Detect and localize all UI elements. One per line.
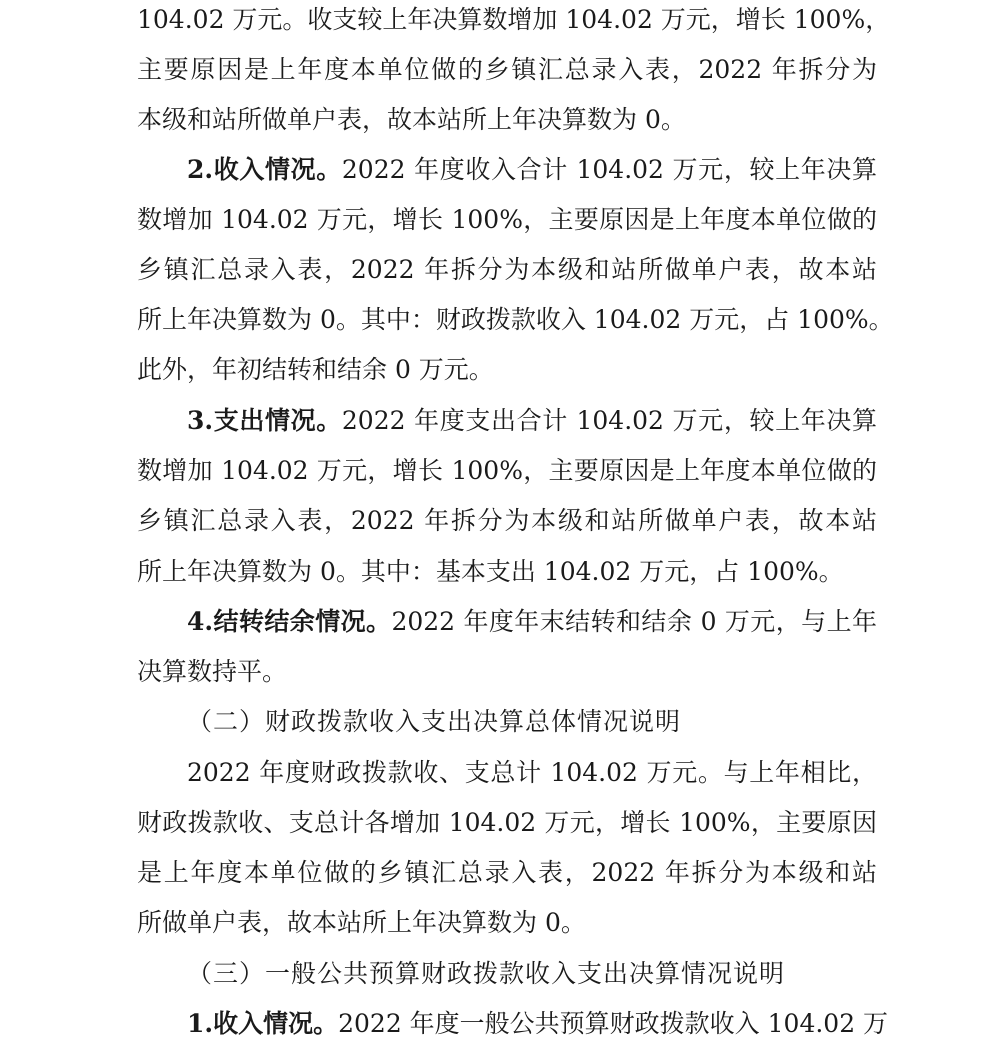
body-text-line xyxy=(137,200,877,240)
line-text: 所上年决算数为 0。其中：基本支出 104.02 万元，占 100%。 xyxy=(137,557,844,586)
line-text: 决算数持平。 xyxy=(137,657,288,686)
section-heading-text: （二）财政拨款收入支出决算总体情况说明 xyxy=(187,707,682,736)
line-text: 所上年决算数为 0。其中：财政拨款收入 104.02 万元，占 100%。 xyxy=(137,305,894,334)
subsection-general-budget-income-first-line xyxy=(187,1004,889,1044)
body-text-line xyxy=(137,250,877,290)
body-text-line xyxy=(137,552,877,592)
subsection-carryover-first-line xyxy=(187,602,877,642)
line-text: 2022 年度支出合计 104.02 万元，较上年决算 xyxy=(341,406,877,435)
body-text-line xyxy=(137,300,892,340)
line-text: 乡镇汇总录入表，2022 年拆分为本级和站所做单户表，故本站 xyxy=(137,255,877,284)
line-text: 数增加 104.02 万元，增长 100%，主要原因是上年度本单位做的 xyxy=(137,456,877,485)
subsection-heading-income: 1.收入情况。 xyxy=(187,1009,339,1038)
body-text-line xyxy=(137,903,877,943)
line-text: 本级和站所做单户表，故本站所上年决算数为 0。 xyxy=(137,105,686,134)
body-text-line xyxy=(137,652,877,692)
line-text: 是上年度本单位做的乡镇汇总录入表，2022 年拆分为本级和站 xyxy=(137,858,877,887)
line-text: 乡镇汇总录入表，2022 年拆分为本级和站所做单户表，故本站 xyxy=(137,506,877,535)
section-heading-fiscal-overview xyxy=(187,702,707,742)
line-text: 104.02 万元。收支较上年决算数增加 104.02 万元，增长 100%， xyxy=(137,5,891,34)
subsection-heading-income: 2.收入情况。 xyxy=(187,155,342,184)
line-text: 所做单户表，故本站所上年决算数为 0。 xyxy=(137,908,586,937)
body-text-line xyxy=(137,853,877,893)
body-text-line xyxy=(187,753,877,793)
body-text-line xyxy=(137,100,877,140)
section-heading-text: （三）一般公共预算财政拨款收入支出决算情况说明 xyxy=(187,959,786,988)
line-text: 2022 年度财政拨款收、支总计 104.02 万元。与上年相比， xyxy=(187,758,877,787)
body-text-line xyxy=(137,350,877,390)
line-text: 数增加 104.02 万元，增长 100%，主要原因是上年度本单位做的 xyxy=(137,205,877,234)
subsection-income-first-line xyxy=(187,150,877,190)
body-text-line xyxy=(137,451,877,491)
line-text: 2022 年度年末结转和结余 0 万元，与上年 xyxy=(391,607,877,636)
body-text-line xyxy=(137,803,877,843)
subsection-heading-carryover: 4.结转结余情况。 xyxy=(187,607,392,636)
subsection-heading-expense: 3.支出情况。 xyxy=(187,406,342,435)
line-text: 财政拨款收、支总计各增加 104.02 万元，增长 100%，主要原因 xyxy=(137,808,877,837)
body-text-line xyxy=(137,50,877,90)
line-text: 主要原因是上年度本单位做的乡镇汇总录入表，2022 年拆分为 xyxy=(137,55,877,84)
body-text-line xyxy=(137,0,891,40)
line-text: 2022 年度一般公共预算财政拨款收入 104.02 万 xyxy=(338,1009,889,1038)
subsection-expense-first-line xyxy=(187,401,877,441)
line-text: 此外，年初结转和结余 0 万元。 xyxy=(137,355,494,384)
section-heading-general-budget xyxy=(187,954,807,994)
line-text: 2022 年度收入合计 104.02 万元，较上年决算 xyxy=(341,155,877,184)
body-text-line xyxy=(137,501,877,541)
